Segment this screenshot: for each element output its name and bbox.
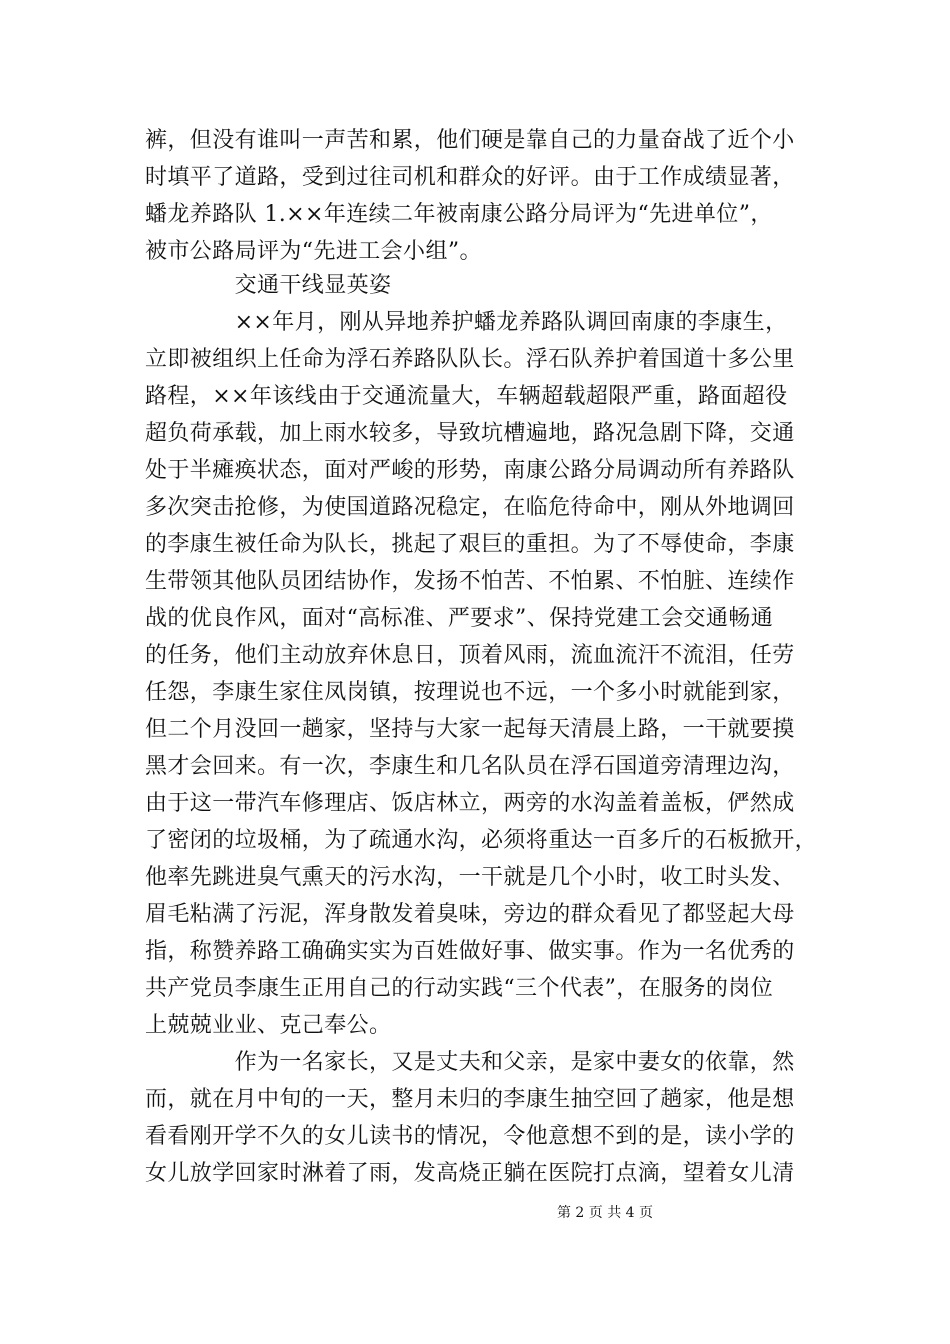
page-footer — [0, 1204, 950, 1222]
text-line: 女儿放学回家时淋着了雨，发高烧正躺在医院打点滴，望着女儿清 — [145, 1161, 795, 1186]
text-line: 被市公路局评为“先进工会小组”。 — [145, 239, 482, 264]
text-line: 眉毛粘满了污泥，浑身散发着臭味，旁边的群众看见了都竖起大母 — [145, 902, 795, 927]
text-line: 看看刚开学不久的女儿读书的情况，令他意想不到的是，读小学的 — [145, 1124, 795, 1149]
text-line: 处于半瘫痪状态，面对严峻的形势，南康公路分局调动所有养路队 — [145, 458, 795, 483]
section-heading: 交通干线显英姿 — [145, 273, 392, 298]
text-line: 指，称赞养路工确确实实为百姓做好事、做实事。作为一名优秀的 — [145, 939, 795, 964]
text-line: 超负荷承载，加上雨水较多，导致坑槽遍地，路况急剧下降，交通 — [145, 421, 795, 446]
text-line: 但二个月没回一趟家，坚持与大家一起每天清晨上路，一干就要摸 — [145, 717, 795, 742]
text-line: 上兢兢业业、克己奉公。 — [145, 1013, 392, 1038]
text-line: 了密闭的垃圾桶，为了疏通水沟，必须将重达一百多斤的石板掀开， — [145, 828, 818, 853]
text-line: 的李康生被任命为队长，挑起了艰巨的重担。为了不辱使命，李康 — [145, 532, 795, 557]
text-line: 战的优良作风，面对“高标准、严要求”、保持党建工会交通畅通 — [145, 606, 774, 631]
text-line: 而，就在月中旬的一天，整月未归的李康生抽空回了趟家，他是想 — [145, 1087, 795, 1112]
text-line: 路程，××年该线由于交通流量大，车辆超载超限严重，路面超役 — [145, 384, 788, 409]
text-line: 生带领其他队员团结协作，发扬不怕苦、不怕累、不怕脏、连续作 — [145, 569, 795, 594]
text-line: 由于这一带汽车修理店、饭店林立，两旁的水沟盖着盖板，俨然成 — [145, 791, 795, 816]
text-line: 蟠龙养路队 1.××年连续二年被南康公路分局评为“先进单位”， — [145, 202, 773, 227]
text-line: 任怨，李康生家住凤岗镇，按理说也不远，一个多小时就能到家， — [145, 680, 795, 705]
page-number: 第 2 页 共 4 页 — [556, 1205, 654, 1221]
text-line: 他率先跳进臭气熏天的污水沟，一干就是几个小时，收工时头发、 — [145, 865, 795, 890]
text-line: 裤，但没有谁叫一声苦和累，他们硬是靠自己的力量奋战了近个小 — [145, 128, 795, 153]
text-line: 时填平了道路，受到过往司机和群众的好评。由于工作成绩显著， — [145, 165, 795, 190]
text-line: 多次突击抢修，为使国道路况稳定，在临危待命中，刚从外地调回 — [145, 495, 795, 520]
text-line: 共产党员李康生正用自己的行动实践“三个代表”，在服务的岗位 — [145, 976, 774, 1001]
text-line: 立即被组织上任命为浮石养路队队长。浮石队养护着国道十多公里 — [145, 347, 795, 372]
text-line: ××年月，刚从异地养护蟠龙养路队调回南康的李康生， — [145, 310, 788, 335]
text-line: 的任务，他们主动放弃休息日，顶着风雨，流血流汗不流泪，任劳 — [145, 643, 795, 668]
text-line: 作为一名家长，又是丈夫和父亲，是家中妻女的依靠，然 — [145, 1050, 795, 1075]
text-line: 黑才会回来。有一次，李康生和几名队员在浮石国道旁清理边沟， — [145, 754, 795, 779]
